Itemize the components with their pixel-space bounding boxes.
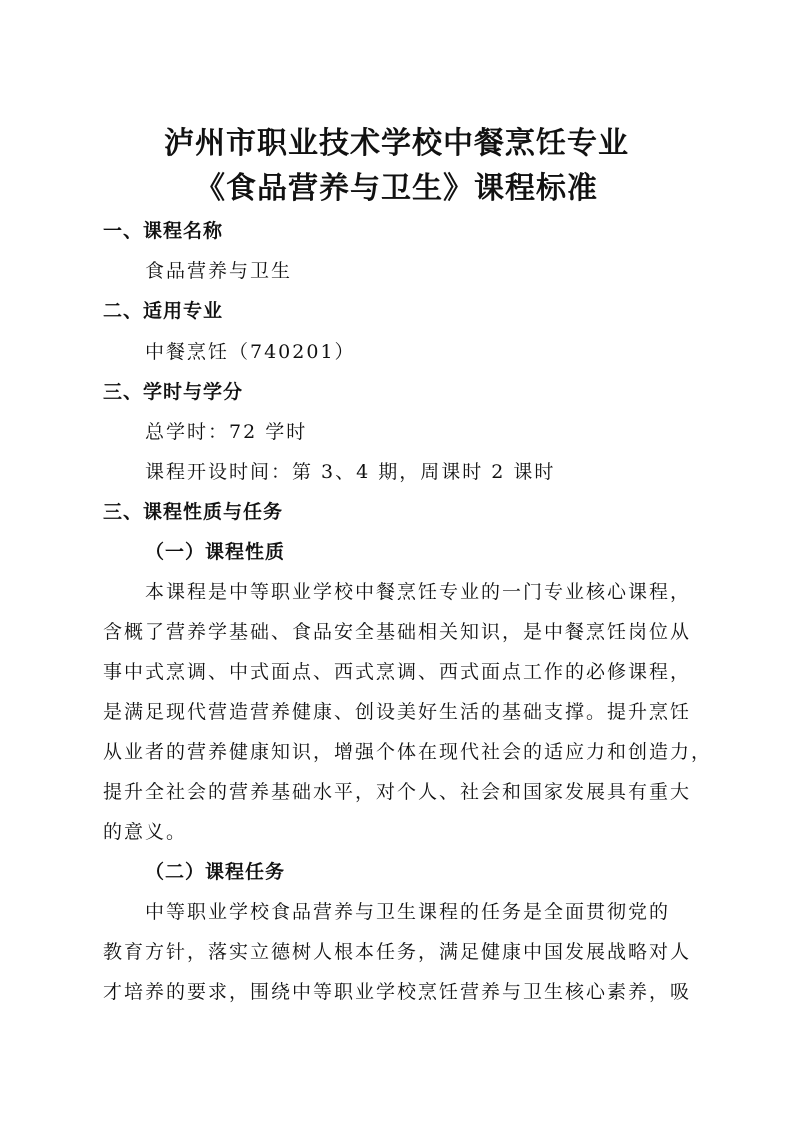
course-nature-paragraph-line: 事中式烹调、中式面点、西式烹调、西式面点工作的必修课程， <box>103 661 692 683</box>
document-title-line-2: 《食品营养与卫生》课程标准 <box>195 171 598 206</box>
document-title-line-1: 泸州市职业技术学校中餐烹饪专业 <box>164 126 629 161</box>
course-nature-paragraph-line: 是满足现代营造营养健康、创设美好生活的基础支撑。提升烹饪 <box>103 701 692 723</box>
subsection-heading-course-nature: （一）课程性质 <box>145 541 286 563</box>
course-nature-paragraph-line: 本课程是中等职业学校中餐烹饪专业的一门专业核心课程， <box>145 581 692 603</box>
course-nature-paragraph-line: 从业者的营养健康知识，增强个体在现代社会的适应力和创造力， <box>103 741 713 763</box>
course-tasks-paragraph-line: 才培养的要求，围绕中等职业学校烹饪营养与卫生核心素养，吸 <box>103 981 692 1003</box>
course-nature-paragraph-line: 提升全社会的营养基础水平，对个人、社会和国家发展具有重大 <box>103 781 692 803</box>
course-name-text: 食品营养与卫生 <box>145 260 293 282</box>
section-heading-nature-tasks: 三、课程性质与任务 <box>103 501 284 523</box>
course-tasks-paragraph-line: 教育方针，落实立德树人根本任务，满足健康中国发展战略对人 <box>103 941 692 963</box>
course-tasks-paragraph-line: 中等职业学校食品营养与卫生课程的任务是全面贯彻党的 <box>145 901 671 923</box>
course-schedule-text: 课程开设时间：第 3、4 期，周课时 2 课时 <box>145 461 556 483</box>
total-hours-text: 总学时：72 学时 <box>145 421 308 443</box>
section-heading-hours-credits: 三、学时与学分 <box>103 381 244 403</box>
section-heading-applicable-major: 二、适用专业 <box>103 300 224 322</box>
course-nature-paragraph-line: 含概了营养学基础、食品安全基础相关知识，是中餐烹饪岗位从 <box>103 621 692 643</box>
section-heading-course-name: 一、课程名称 <box>103 220 224 242</box>
subsection-heading-course-tasks: （二）课程任务 <box>145 861 286 883</box>
applicable-major-text: 中餐烹饪（740201） <box>145 341 356 363</box>
course-nature-paragraph-line: 的意义。 <box>103 821 188 843</box>
